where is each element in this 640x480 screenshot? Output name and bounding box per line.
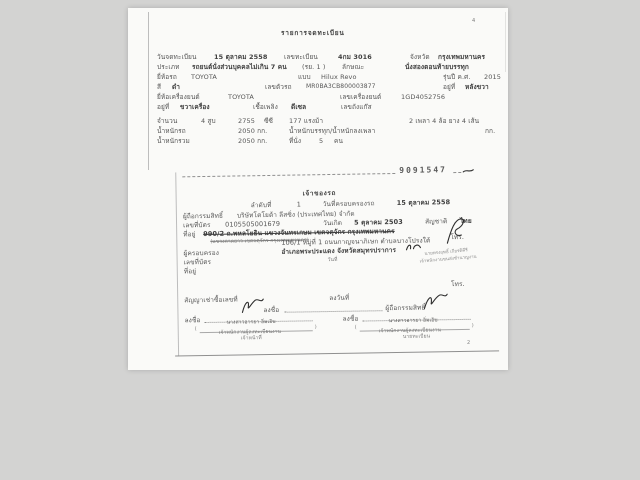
province-label: จังหวัด xyxy=(410,53,430,61)
stamped-serial-number: 9091547 xyxy=(399,165,448,175)
engine-brand-label: ยี่ห้อเครื่องยนต์ xyxy=(157,93,200,101)
nationality-label: สัญชาติ xyxy=(424,217,448,226)
left-bracket-close: ) xyxy=(314,324,317,331)
order-value: 1 xyxy=(296,200,302,209)
body-value: นั่งสองตอนท้ายบรรทุก xyxy=(405,63,469,71)
verify-officer-name: นายทรงฤทธิ์ เกียรติคีรี xyxy=(424,248,469,258)
holder-id-label: เลขที่บัตร xyxy=(183,220,211,230)
type-value: รถยนต์นั่งส่วนบุคคลไม่เกิน 7 คน xyxy=(192,63,287,71)
mid-sign-line xyxy=(284,310,382,313)
address-label: ที่อยู่ xyxy=(183,230,196,239)
holder-value: บริษัทโตโยต้า ลีสซิ่ง (ประเทศไทย) จำกัด xyxy=(236,209,355,220)
left-bracket-open: ( xyxy=(194,326,197,333)
year-label: รุ่นปี ค.ศ. xyxy=(443,73,471,81)
page2-owner-section xyxy=(172,163,507,360)
chassis-label: เลขตัวรถ xyxy=(265,83,292,91)
verify-officer-title: เจ้าพนักงานขนส่งชำนาญงาน xyxy=(419,254,477,265)
brand-value: TOYOTA xyxy=(191,73,217,81)
cyl-value: 4 สูบ xyxy=(201,117,216,125)
weight-value: 2050 กก. xyxy=(238,127,268,135)
address-new-line1: 106/1 หมู่ที่ 1 ถนนกาญจนาภิเษก ตำบลบางโปรงใต้ xyxy=(281,236,431,247)
cc-unit: ซีซี xyxy=(264,117,274,125)
cc-value: 2755 xyxy=(238,117,255,125)
left-sign-label: ลงชื่อ xyxy=(184,316,201,325)
address-old-line1: 990/2 ถ.พหลโยธิน แขวงจันทรเกษม เขตจตุจักร กรุงเทพมหานคร xyxy=(203,227,395,239)
phone-label: โทร. xyxy=(450,232,465,242)
brand-label: ยี่ห้อรถ xyxy=(157,73,177,81)
page2-top-perforation-right xyxy=(453,172,461,173)
color-label: สี xyxy=(157,83,162,91)
gross-label: น้ำหนักรวม xyxy=(157,137,190,145)
chassis-pos-label: อยู่ที่ xyxy=(443,83,456,91)
engine-no-label: เลขเครื่องยนต์ xyxy=(340,93,382,101)
engine-pos-value: ขวาเครื่อง xyxy=(180,103,210,111)
phone2-label: โทร. xyxy=(450,279,465,289)
hp-value: 177 แรงม้า xyxy=(289,117,324,125)
page1-number: 4 xyxy=(472,18,476,24)
possess-date-label: วันที่ครอบครองรถ xyxy=(322,199,375,209)
right-bracket-close: ) xyxy=(471,322,474,329)
engine-brand-value: TOYOTA xyxy=(228,93,254,101)
page2-left-edge xyxy=(175,172,179,356)
page2-top-perforation-left xyxy=(182,173,395,177)
cyl-label: จำนวน xyxy=(157,117,178,125)
plate-value: 4กม 3016 xyxy=(338,53,372,61)
page2-bottom-edge xyxy=(175,350,499,356)
left-signer-name: นางสาวอารยา อิ่มเอิบ xyxy=(226,318,276,326)
right-role: เจ้าพนักงานผู้ลงทะเบียนงาน xyxy=(378,327,442,335)
seat-label: ที่นั่ง xyxy=(289,137,302,145)
seat-unit: คน xyxy=(334,137,343,145)
load-label: น้ำหนักบรรทุก/น้ำหนักลงเพลา xyxy=(289,127,376,135)
fuel-value: ดีเซล xyxy=(291,103,307,111)
body-label: ลักษณะ xyxy=(342,63,365,71)
model-value: Hilux Revo xyxy=(321,73,357,81)
owner-title: เจ้าของรถ xyxy=(302,188,337,198)
type-code: (รย. 1 ) xyxy=(302,63,326,71)
order-label: ลำดับที่ xyxy=(250,200,272,210)
holder-label: ผู้ถือกรรมสิทธิ์ xyxy=(182,211,224,221)
province-value: กรุงเทพมหานคร xyxy=(438,53,486,61)
gas-label: เลขถังแก๊ส xyxy=(341,103,372,111)
holder-id-value: 0105505001679 xyxy=(225,219,281,229)
fuel-label: เชื้อเพลิง xyxy=(253,103,278,111)
type-label: ประเภท xyxy=(157,63,180,71)
reg-date-value: 15 ตุลาคม 2558 xyxy=(214,53,268,61)
engine-no-value: 1GD4052756 xyxy=(401,93,446,101)
handwritten-tick-mark xyxy=(462,166,474,176)
load-unit: กก. xyxy=(485,127,496,135)
chassis-value: MR0BA3CB800003877 xyxy=(306,83,376,90)
possessor-label: ผู้ครอบครอง xyxy=(183,248,220,258)
officer-signature-left xyxy=(240,297,264,314)
gross-value: 2050 กก. xyxy=(238,137,268,145)
model-label: แบบ xyxy=(298,73,311,81)
right-bracket-open: ( xyxy=(354,324,357,331)
nationality-value: ไทย xyxy=(459,216,472,225)
wheels-value: 2 เพลา 4 ล้อ ยาง 4 เส้น xyxy=(409,117,480,125)
contract-date-label: ลงวันที่ xyxy=(329,293,350,303)
page2-number: 2 xyxy=(466,339,471,346)
mid-sign-label: ลงชื่อ xyxy=(263,305,280,315)
plate-label: เลขทะเบียน xyxy=(284,53,318,61)
color-value: ดำ xyxy=(172,83,180,91)
possessor-address-label: ที่อยู่ xyxy=(183,267,197,276)
right-signer-name: นางสาวอารยา อิ่มเอิบ xyxy=(388,317,438,325)
seats-value: 5 xyxy=(319,137,324,145)
page1-title: รายการจดทะเบียน xyxy=(281,29,345,37)
address-new-line2: อำเภอพระประแดง จังหวัดสมุทรปราการ xyxy=(281,245,397,256)
year-value: 2015 xyxy=(484,73,501,81)
birth-label: วันเกิด xyxy=(322,218,343,228)
chassis-pos-value: หลังขวา xyxy=(465,83,489,91)
contract-label: สัญญาเช่าซื้อเลขที่ xyxy=(184,295,238,305)
page1-right-edge xyxy=(505,12,506,72)
reg-date-label: วันจดทะเบียน xyxy=(157,53,197,61)
left-role: เจ้าพนักงานผู้ลงทะเบียนงาน xyxy=(218,328,282,336)
holder-signature xyxy=(422,292,448,310)
engine-pos-label: อยู่ที่ xyxy=(157,103,170,111)
address-old-line2: (แขวงลาดยาว เขตจตุจักร กรุงเทพมหานคร) xyxy=(210,237,309,245)
possess-date-value: 15 ตุลาคม 2558 xyxy=(396,198,451,207)
date-label: วันที่ xyxy=(327,256,338,264)
birth-value: 5 ตุลาคม 2503 xyxy=(353,217,403,227)
official-signature xyxy=(441,217,469,245)
weight-label: น้ำหนักรถ xyxy=(157,127,186,135)
left-position: เจ้าหน้าที่ xyxy=(240,335,262,342)
right-position: นายทะเบียน xyxy=(402,333,431,340)
handwritten-note-mark xyxy=(405,242,421,252)
holder-sign-label: ผู้ถือกรรมสิทธิ์ xyxy=(385,303,426,313)
page1-left-edge xyxy=(148,12,149,170)
possessor-id-label: เลขที่บัตร xyxy=(183,257,212,267)
right-sign-label: ลงชื่อ xyxy=(342,314,359,323)
